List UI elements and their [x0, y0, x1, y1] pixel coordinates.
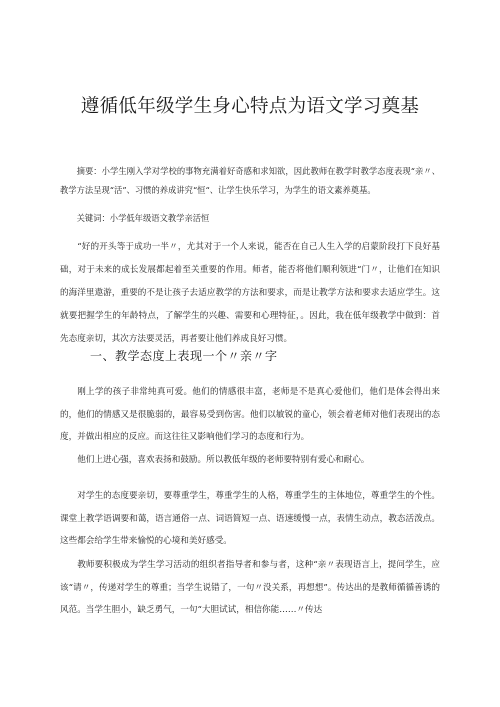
intro-paragraph: “好的开头等于成功一半〃，尤其对于一个人来说，能否在自己人生入学的启蒙阶段打下良好基础，对于未来的成长发展都起着至关重要的作用。师者，能否将他们顺利领进“门〃，让他们在知识的海洋里遨游，重要的不是让孩子去适应教学的方法和要求，而是让教学方法和要求去适应学生。这就要把握学生的年龄特点，了解学生的兴趣、需要和心理特征，。因此，我在低年级教学中做到：首先态度亲切，其次方法要灵活，再者要让他们养成良好习惯。 — [60, 242, 440, 344]
body-paragraph: 他们上进心强，喜欢表扬和鼓励。所以教低年级的老师要特别有爱心和耐心。 — [77, 455, 370, 465]
document-title: 遵循低年级学生身心特点为语文学习奠基 — [80, 96, 420, 117]
body-paragraph: 对学生的态度要亲切，要尊重学生，尊重学生的人格，尊重学生的主体地位，尊重学生的个性。课堂上教学语调要和蔼，语言通俗一点、词语简短一点、语速缓慢一点，表情生动点，教态活泼点。这些都会给学生带来愉悦的心境和美好感受。 — [60, 491, 440, 546]
body-paragraph: 刚上学的孩子非常纯真可爱。他们的情感很丰富，老师是不是真心爱他们，他们是体会得出来的，他们的情感又是很脆弱的，最容易受到伤害。他们以敏锐的童心，领会着老师对他们表现出的态度，并做出相应的反应。而这往往又影响他们学习的态度和行为。 — [60, 387, 440, 442]
section-heading: 一、教学态度上表现一个〃亲〃字 — [90, 349, 278, 363]
body-paragraph: 教师要积极成为学生学习活动的组织者指导者和参与者，这种“亲〃表现语言上，提问学生，应该“请〃，传递对学生的尊重；当学生说错了，一句〃没关系，再想想”。传达出的是教师循循善诱的风范。当学生胆小，缺乏勇气，一句“大胆试试，相信你能……〃传达 — [60, 560, 440, 615]
keywords-line: 关键词：小学低年级语文教学亲活恒 — [76, 213, 210, 223]
abstract-paragraph: 摘要：小学生刚入学对学校的事物充满着好奇感和求知欲，因此教师在教学时教学态度表现“亲〃、教学方法呈现“活”、习惯的养成讲究“恒“、让学生快乐学习，为学生的语文素养奠基。 — [60, 166, 440, 195]
